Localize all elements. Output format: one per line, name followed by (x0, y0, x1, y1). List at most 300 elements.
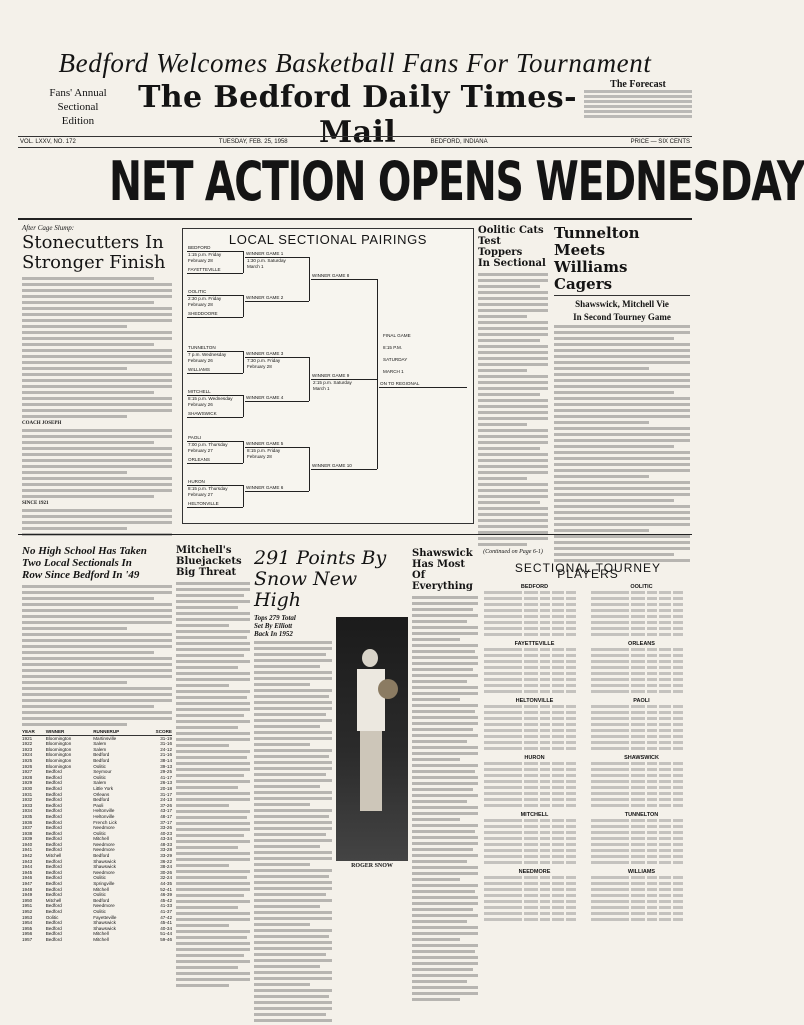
table-cell: 1939 (22, 836, 33, 842)
text-line (254, 953, 326, 956)
bracket-slot: WINNER GAME 8 (311, 273, 377, 280)
table-cell: Bedford (45, 797, 62, 803)
text-line (412, 770, 475, 773)
team-name: PAOLI (633, 698, 650, 704)
table-cell: 1941 (22, 847, 33, 853)
text-line (412, 998, 460, 1001)
bracket-slot: WINNER GAME 1 (245, 251, 309, 258)
table-cell: Oolitic (93, 774, 106, 780)
player-row (591, 819, 692, 824)
text-line (176, 630, 250, 633)
bracket-slot: TUNNELTON (187, 345, 243, 352)
text-line (254, 749, 332, 752)
table-cell: 1932 (22, 797, 33, 803)
bracket-slot: WINNER GAME 4 (245, 395, 309, 402)
player-row (591, 621, 692, 626)
table-cell: Mitchell (45, 897, 62, 903)
bracket-note: February 28 (247, 454, 272, 459)
bracket-note: March 1 (313, 386, 330, 391)
tourney-players (484, 561, 692, 924)
text-line (412, 614, 478, 617)
team-name: NEEDMORE (518, 869, 551, 875)
player-row (484, 597, 585, 602)
basketball-icon (378, 679, 398, 699)
table-cell: 1933 (22, 802, 33, 808)
text-line (176, 732, 250, 735)
table-cell: Bloomington (45, 763, 72, 769)
player-row (484, 591, 585, 596)
bracket-line (243, 485, 244, 507)
table-cell: 24-13 (160, 797, 172, 803)
story-title: Williams Cagers (554, 259, 690, 296)
table-cell: Bedford (45, 936, 62, 942)
player-row (484, 855, 585, 860)
text-line (176, 876, 247, 879)
text-line (176, 642, 250, 645)
text-line (254, 887, 332, 890)
text-line (176, 636, 247, 639)
text-line (254, 935, 329, 938)
player-row (484, 804, 585, 809)
table-cell: 31-17 (160, 791, 172, 797)
table-cell: Needmore (93, 869, 115, 875)
story-title: Mitchell's (176, 545, 232, 556)
team-name: WILLIAMS (627, 869, 656, 875)
player-row (591, 762, 692, 767)
player-row (484, 876, 585, 881)
text-line (412, 632, 478, 635)
player-row (484, 711, 585, 716)
table-cell: 1947 (22, 881, 33, 887)
bracket-slot: SHAWSWICK (187, 411, 243, 418)
player-row (591, 741, 692, 746)
divider (18, 218, 692, 220)
text-line (254, 869, 332, 872)
player-row (591, 633, 692, 638)
player-row (591, 798, 692, 803)
text-line (176, 822, 250, 825)
bracket-note: March 1 (247, 264, 264, 269)
text-line (412, 668, 473, 671)
table-cell: Bedford (93, 757, 110, 763)
bracket-line (243, 351, 244, 373)
bracket-note: 2:15 p.m. Saturday (313, 380, 352, 385)
text-line (176, 798, 250, 801)
player-row (484, 843, 585, 848)
player-row (591, 735, 692, 740)
player-row (591, 906, 692, 911)
table-cell: Bedford (45, 909, 62, 914)
table-cell: 1925 (22, 757, 33, 763)
text-line (176, 930, 250, 933)
text-line (176, 738, 250, 741)
player-row (484, 666, 585, 671)
text-line (176, 912, 250, 915)
bracket-line (309, 257, 310, 301)
text-line (254, 659, 332, 662)
text-line (176, 834, 244, 837)
table-cell: Orleans (93, 791, 110, 797)
table-cell: Oolitic (93, 875, 106, 881)
table-cell: Mitchell (93, 936, 109, 942)
player-row (591, 723, 692, 728)
table-cell: 1946 (22, 875, 33, 881)
player-row (484, 900, 585, 905)
story-subtitle: Shawswick, Mitchell Vie (575, 299, 669, 309)
player-row (591, 918, 692, 923)
text-line (254, 971, 332, 974)
text-line (412, 746, 478, 749)
main-headline: NET ACTION OPENS WEDNESDAY (108, 150, 804, 213)
bracket-note: FINAL GAME (383, 333, 411, 338)
table-cell: 1948 (22, 886, 33, 892)
oolitic-story (478, 225, 548, 555)
table-cell: 1944 (22, 864, 33, 870)
table-cell: 44-35 (160, 881, 172, 887)
table-cell: Fayetteville (93, 914, 117, 920)
story-title: Big Threat (176, 567, 237, 578)
team-name: SHAWSWICK (624, 755, 659, 761)
player-row (484, 918, 585, 923)
table-cell: Bedford (45, 886, 62, 892)
text-line (176, 978, 250, 981)
table-cell: 31-19 (160, 735, 172, 741)
table-cell: Salem (93, 780, 107, 786)
bracket-slot: OOLITIC (187, 289, 243, 296)
player-row (484, 882, 585, 887)
table-cell: 40-34 (160, 925, 172, 931)
text-line (254, 815, 329, 818)
text-line (412, 914, 478, 917)
table-cell: Oolitic (93, 909, 106, 914)
table-cell: Bedford (45, 920, 62, 926)
player-row (591, 837, 692, 842)
table-cell: Needmore (93, 903, 115, 909)
player-row (591, 684, 692, 689)
table-cell: 47-42 (160, 914, 172, 920)
table-cell: Bedford (45, 825, 62, 831)
table-cell: 37-17 (160, 819, 172, 825)
text-line (412, 806, 478, 809)
text-line (412, 674, 478, 677)
player-row (591, 654, 692, 659)
text-line (412, 986, 478, 989)
player-row (591, 597, 692, 602)
text-line (254, 677, 332, 680)
story-subtitle: In Second Tourney Game (573, 312, 671, 322)
text-line (254, 743, 310, 746)
table-cell: 1929 (22, 780, 33, 786)
text-line (176, 894, 244, 897)
story-title: Tunnelton Meets (554, 224, 640, 259)
story-title: Two Local Sectionals In (22, 557, 132, 569)
table-cell: 46-39 (160, 892, 172, 898)
text-line (412, 854, 478, 857)
dateline-strip (18, 136, 692, 148)
text-line (412, 638, 460, 641)
table-cell: 1926 (22, 763, 33, 769)
table-cell: Bedford (45, 841, 62, 847)
text-line (254, 767, 332, 770)
text-line (254, 653, 326, 656)
text-line (412, 890, 475, 893)
story-subtitle: Back In 1952 (254, 630, 293, 638)
player-row (591, 678, 692, 683)
text-line (412, 722, 478, 725)
text-line (254, 665, 320, 668)
text-line (412, 860, 467, 863)
table-cell: 1943 (22, 858, 33, 864)
story-title: Row Since Bedford In '49 (22, 569, 140, 581)
text-line (254, 989, 332, 992)
text-line (412, 992, 478, 995)
bracket-note: 8:15 p.m. Thursday (188, 486, 228, 491)
text-line (176, 900, 250, 903)
bracket-note: 7:30 p.m. Friday (247, 358, 281, 363)
text-line (254, 863, 310, 866)
text-line (412, 680, 467, 683)
volume-number: VOL. LXXV, NO. 172 (20, 139, 76, 145)
text-line (176, 708, 250, 711)
text-line (254, 839, 332, 842)
text-line (412, 848, 473, 851)
text-line (412, 878, 460, 881)
text-line (176, 810, 250, 813)
column-header: RUNNERUP (93, 729, 141, 735)
team-name: HURON (524, 755, 545, 761)
shawswick-story (412, 548, 478, 1004)
text-line (176, 942, 250, 945)
bracket-line (243, 251, 244, 273)
text-line (176, 600, 250, 603)
text-line (254, 995, 329, 998)
column-header: WINNER (46, 729, 93, 735)
text-line (254, 1001, 332, 1004)
player-row (591, 627, 692, 632)
table-cell: Oolitic (45, 914, 59, 920)
text-line (412, 902, 478, 905)
player-row (484, 825, 585, 830)
text-line (254, 725, 320, 728)
text-line (176, 648, 250, 651)
subhead: COACH JOSEPH (22, 421, 62, 426)
text-line (254, 689, 332, 692)
text-line (412, 620, 467, 623)
photo-caption: ROGER SNOW (351, 863, 393, 869)
text-line (176, 624, 229, 627)
divider (18, 534, 692, 535)
player-row (591, 609, 692, 614)
table-cell: Oolitic (93, 830, 106, 836)
text-line (412, 950, 475, 953)
text-line (176, 954, 244, 957)
text-line (412, 938, 460, 941)
text-line (176, 666, 238, 669)
table-cell: 1949 (22, 892, 33, 898)
player-row (484, 660, 585, 665)
text-line (412, 650, 475, 653)
player-row (591, 711, 692, 716)
player-row (484, 621, 585, 626)
text-line (254, 713, 326, 716)
text-line (176, 588, 250, 591)
text-line (254, 899, 332, 902)
player-row (484, 798, 585, 803)
text-line (176, 852, 250, 855)
table-cell: Mitchell (45, 853, 62, 859)
text-line (254, 647, 332, 650)
text-line (412, 794, 478, 797)
player-row (591, 672, 692, 677)
player-row (591, 825, 692, 830)
text-line (254, 683, 310, 686)
player-row (484, 819, 585, 824)
bracket-note: February 27 (188, 492, 213, 497)
bracket-note: 1:15 p.m. Friday (188, 252, 222, 257)
text-line (254, 905, 320, 908)
table-cell: 33-26 (160, 825, 172, 831)
table-cell: French Lick (93, 819, 117, 825)
player-row (484, 627, 585, 632)
table-cell: 36-22 (160, 858, 172, 864)
text-line (254, 875, 329, 878)
team-name: MITCHELL (520, 812, 549, 818)
text-line (254, 707, 332, 710)
table-cell: Needmore (93, 841, 115, 847)
text-line (412, 944, 478, 947)
table-cell: 1938 (22, 830, 33, 836)
text-line (254, 965, 320, 968)
bracket-slot: WINNER GAME 6 (245, 485, 309, 492)
player-row (591, 615, 692, 620)
bracket-note: MARCH 1 (383, 369, 404, 374)
table-cell: Bedford (45, 836, 62, 842)
masthead-title: The Bedford Daily Times-Mail (138, 80, 577, 150)
pairings-title: LOCAL SECTIONAL PAIRINGS (228, 232, 428, 247)
table-cell: 1935 (22, 813, 33, 819)
table-cell: 39-13 (160, 763, 172, 769)
table-cell: 1951 (22, 903, 33, 909)
story-subtitle: Set By Elliott (254, 622, 293, 630)
text-line (412, 704, 478, 707)
table-cell: Bedford (93, 797, 110, 803)
table-cell: Shawswick (93, 864, 116, 870)
sectional-results-table (22, 729, 172, 943)
text-line (412, 824, 478, 827)
player-row (591, 780, 692, 785)
table-cell: Heltonville (93, 808, 115, 814)
player-row (591, 804, 692, 809)
table-cell: Shawswick (93, 920, 116, 926)
text-line (176, 702, 250, 705)
text-line (176, 882, 250, 885)
column-header: SCORE (142, 729, 172, 735)
player-row (591, 747, 692, 752)
text-line (176, 612, 250, 615)
story-title: 291 Points By (254, 547, 387, 569)
table-cell: 20-18 (160, 785, 172, 791)
player-row (591, 912, 692, 917)
text-line (176, 972, 250, 975)
ear-line: Fans' Annual (49, 87, 107, 99)
text-line (176, 804, 229, 807)
bracket-note: February 26 (188, 402, 213, 407)
text-line (412, 836, 478, 839)
story-title: Bluejackets (176, 556, 242, 567)
table-cell: Heltonville (93, 813, 115, 819)
text-line (176, 726, 238, 729)
player-row (484, 888, 585, 893)
text-line (254, 959, 332, 962)
table-cell: Oolitic (93, 763, 106, 769)
table-cell: Bedford (45, 808, 62, 814)
table-cell: Bloomington (45, 752, 72, 758)
player-row (591, 717, 692, 722)
table-cell: Bedford (45, 858, 62, 864)
player-row (591, 603, 692, 608)
text-line (412, 608, 473, 611)
table-cell: 1923 (22, 746, 33, 752)
table-cell: Needmore (93, 825, 115, 831)
text-line (176, 840, 250, 843)
text-line (412, 710, 475, 713)
bracket-note: SATURDAY (383, 357, 408, 362)
bracket-line (243, 395, 244, 417)
text-line (254, 797, 332, 800)
text-line (412, 908, 473, 911)
player-row (484, 672, 585, 677)
player-row (484, 690, 585, 695)
player-row (484, 648, 585, 653)
table-cell: Bedford (45, 785, 62, 791)
table-cell: Bedford (93, 897, 110, 903)
bracket-note: February 27 (188, 448, 213, 453)
text-line (254, 917, 332, 920)
text-line (412, 758, 460, 761)
table-cell: Needmore (93, 847, 115, 853)
text-line (254, 695, 329, 698)
bracket-line (309, 357, 310, 401)
text-line (254, 929, 332, 932)
text-line (412, 596, 478, 599)
bracket-line (243, 441, 244, 463)
table-cell: 41-17 (160, 774, 172, 780)
text-line (254, 785, 320, 788)
player-row (591, 729, 692, 734)
table-cell: 31-16 (160, 741, 172, 747)
text-line (412, 698, 460, 701)
player-row (484, 831, 585, 836)
player-row (591, 768, 692, 773)
table-cell: 1952 (22, 909, 33, 914)
bracket-slot: WINNER GAME 10 (311, 463, 377, 470)
column-header: YEAR (22, 729, 46, 735)
player-row (484, 729, 585, 734)
text-line (176, 792, 250, 795)
text-line (176, 714, 244, 717)
text-line (254, 809, 332, 812)
text-line (412, 842, 478, 845)
forecast-title: The Forecast (610, 79, 666, 90)
table-cell: 48-33 (160, 841, 172, 847)
text-line (176, 684, 229, 687)
text-line (254, 719, 332, 722)
text-line (412, 716, 478, 719)
table-cell: Bedford (93, 752, 110, 758)
story-subtitle: Tops 279 Total (254, 614, 296, 622)
text-line (254, 923, 310, 926)
text-line (176, 924, 229, 927)
